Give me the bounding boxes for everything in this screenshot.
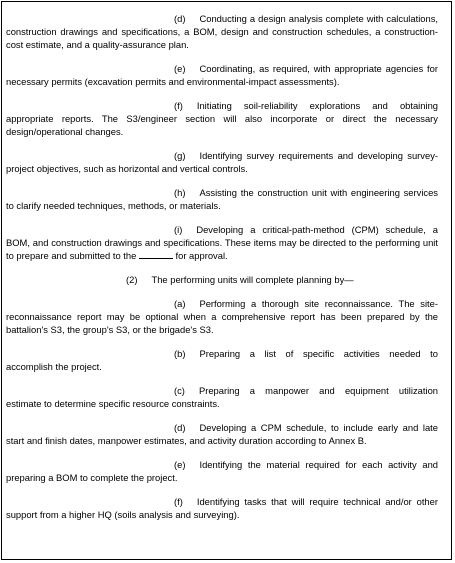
paragraph-text: Performing a thorough site reconnaissance. The site-reconnaissance report may be optional when a comprehensive report has been prepared by the battalion's S3, the group's S3, or the brigade's S3.: [6, 298, 438, 335]
paragraph-text: The performing units will complete planning by—: [151, 274, 354, 285]
paragraph-label: (c): [174, 385, 185, 396]
paragraph-label: (a): [174, 298, 186, 309]
paragraph-i: [6, 223, 438, 262]
paragraph-c: [6, 384, 438, 410]
paragraph-text: Preparing a manpower and equipment utilization estimate to determine specific resource constraints.: [6, 385, 438, 409]
paragraph-text-after: for approval.: [175, 250, 228, 261]
paragraph-text: Coordinating, as required, with appropriate agencies for necessary permits (excavation permits and environmental-impact assessments).: [6, 63, 438, 87]
paragraph-label: (e): [174, 459, 186, 470]
paragraph-h: [6, 186, 438, 212]
paragraph-2: [6, 273, 438, 286]
paragraph-text: Identifying tasks that will require technical and/or other support from a higher HQ (soils analysis and surveying).: [6, 496, 438, 520]
paragraph-f: [6, 99, 438, 138]
paragraph-d-2: [6, 421, 438, 447]
paragraph-label: (g): [174, 150, 186, 161]
paragraph-label: (e): [174, 63, 186, 74]
paragraph-e: [6, 62, 438, 88]
paragraph-b: [6, 347, 438, 373]
paragraph-label: (h): [174, 187, 186, 198]
paragraph-text: Assisting the construction unit with engineering services to clarify needed techniques, methods, or materials.: [6, 187, 438, 211]
paragraph-text: Developing a critical-path-method (CPM) schedule, a BOM, and construction drawings and specifications. These items may be directed to the performing unit to prepare and submitted to the: [6, 224, 438, 261]
paragraph-d: [6, 12, 438, 51]
paragraph-text: Preparing a list of specific activities needed to accomplish the project.: [6, 348, 438, 372]
paragraph-e-2: [6, 458, 438, 484]
paragraph-label: (i): [174, 224, 183, 235]
paragraph-label: (b): [174, 348, 186, 359]
paragraph-text: Conducting a design analysis complete with calculations, construction drawings and specifications, a BOM, design and construction schedules, a construction-cost estimate, and a quality-assurance plan.: [6, 13, 438, 50]
paragraph-label: (d): [174, 422, 186, 433]
paragraph-label: (d): [174, 13, 186, 24]
document-frame: [1, 1, 452, 560]
paragraph-text: Identifying survey requirements and developing survey-project objectives, such as horizontal and vertical controls.: [6, 150, 438, 174]
paragraph-text: Identifying the material required for each activity and preparing a BOM to complete the project.: [6, 459, 438, 483]
paragraph-g: [6, 149, 438, 175]
paragraph-f-2: [6, 495, 438, 521]
paragraph-label: (f): [174, 100, 183, 111]
paragraph-label: (f): [174, 496, 183, 507]
paragraph-label: (2): [126, 274, 138, 285]
paragraph-text: Developing a CPM schedule, to include early and late start and finish dates, manpower estimates, and activity duration according to Annex B.: [6, 422, 438, 446]
fill-in-blank: [139, 250, 173, 259]
paragraph-text: Initiating soil-reliability explorations and obtaining appropriate reports. The S3/engineer section will also incorporate or direct the necessary design/operational changes.: [6, 100, 438, 137]
document-body: [6, 12, 438, 532]
paragraph-a: [6, 297, 438, 336]
